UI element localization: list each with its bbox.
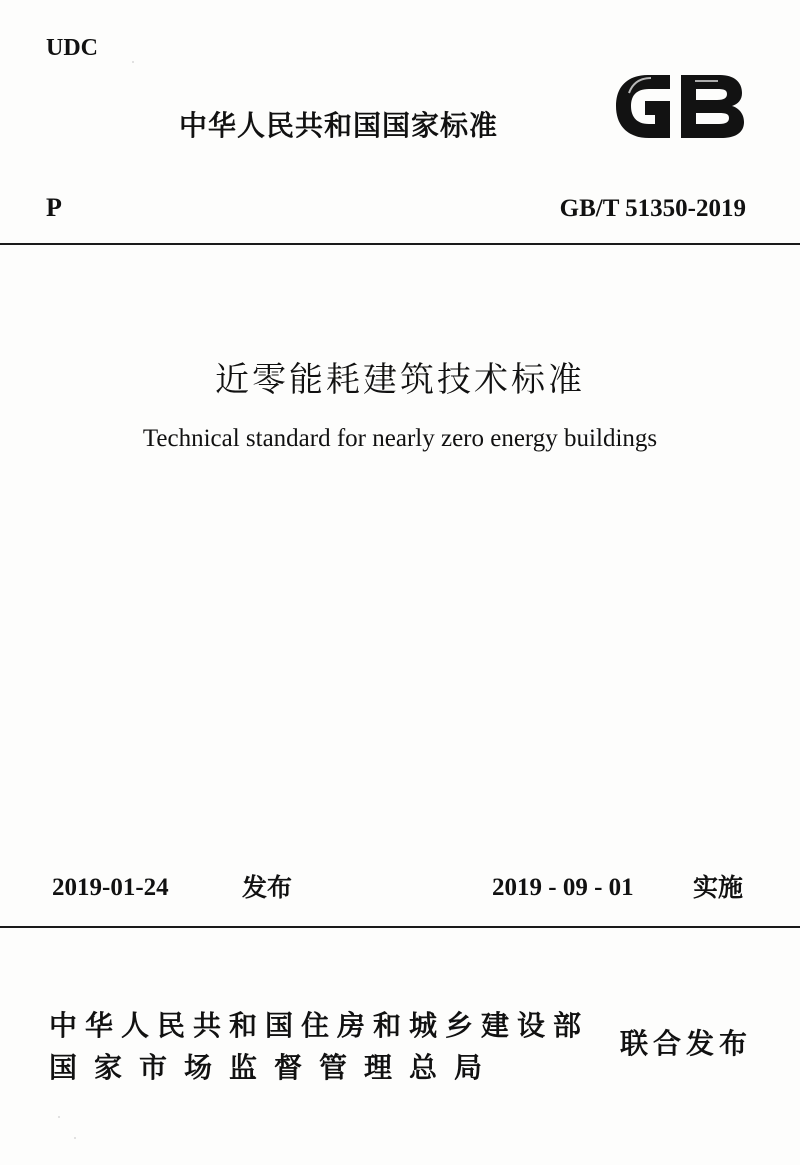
gb-logo [604, 68, 749, 146]
implementation-label: 实施 [693, 873, 744, 902]
ministry-name: 中华人民共和国住房和城乡建设部 [49, 1009, 590, 1042]
top-divider [0, 243, 800, 245]
category-code: P [46, 193, 62, 222]
administration-name: 国家市场监督管理总局 [49, 1051, 500, 1084]
logo-letters [616, 75, 744, 138]
chinese-title: 近零能耗建筑技术标准 [215, 360, 585, 400]
implementation-date: 2019 - 09 - 01 [492, 874, 634, 901]
standard-code: GB/T 51350-2019 [559, 195, 746, 222]
paper-speck [58, 1116, 60, 1118]
issuing-authorities [49, 1009, 590, 1096]
issue-date: 2019-01-24 [52, 874, 169, 901]
joint-issue-label: 联合发布 [620, 1027, 753, 1060]
udc-label: UDC [46, 35, 98, 61]
paper-speck [74, 1137, 76, 1139]
national-standard-heading: 中华人民共和国国家标准 [179, 109, 499, 142]
bottom-divider [0, 926, 800, 928]
issue-label: 发布 [242, 873, 293, 902]
paper-speck [132, 61, 134, 63]
english-title: Technical standard for nearly zero energy buildings [142, 425, 658, 452]
